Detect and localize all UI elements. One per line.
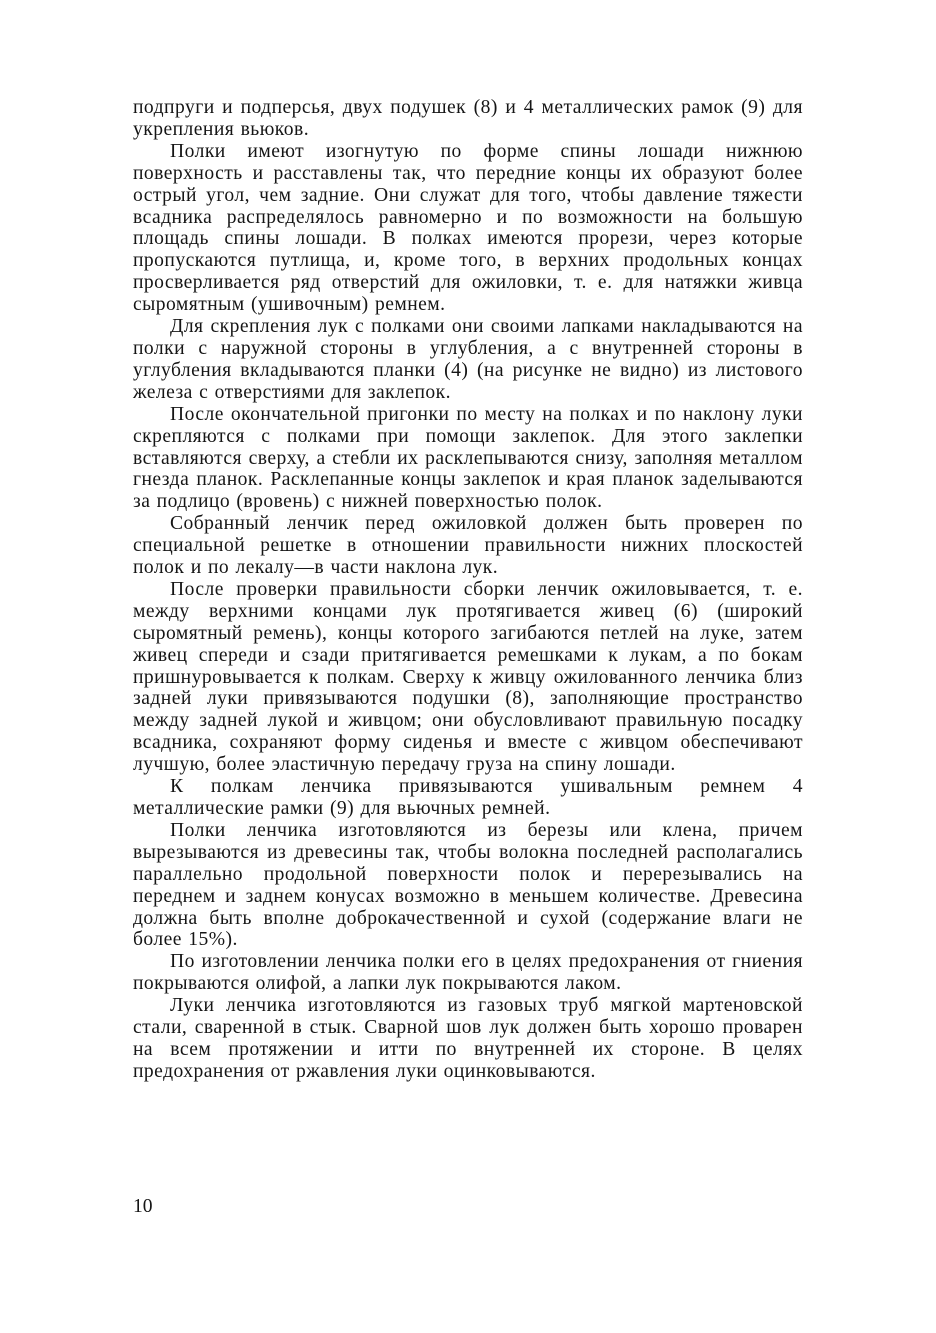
paragraph-6: После проверки правильности сборки ленчик ожиловывается, т. е. между верхними концами лук протягивается живец (6) (широкий сыромятный ремень), концы которого загибаются петлей на луке, затем живец спереди и сзади притягивается ремешками к лукам, а по бокам пришнуровывается к полкам. Сверху к живцу ожилованного ленчика близ задней луки привязываются подушки (8), заполняющие пространство между задней лукой и живцом; они обусловливают правильную посадку всадника, сохраняют форму сиденья и вместе с живцом обеспечивают лучшую, более эластичную передачу груза на спину лошади. [133,578,803,776]
body-text [133,97,803,1083]
paragraph-3: Для скрепления лук с полками они своими лапками накладываются на полки с наружной стороны в углубления, а с внутренней стороны в углубления вкладываются планки (4) (на рисунке не видно) из листового железа с отверстиями для заклепок. [133,316,803,403]
page-number: 10 [133,1196,153,1217]
paragraph-7: К полкам ленчика привязываются ушивальным ремнем 4 металлические рамки (9) для вьючных ремней. [133,776,803,819]
paragraph-10: Луки ленчика изготовляются из газовых труб мягкой мартеновской стали, сваренной в стык. Сварной шов лук должен быть хорошо проварен на всем протяжении и итти по внутренней их стороне. В целях предохранения от ржавления луки оцинковываются. [133,995,803,1082]
paragraph-9: По изготовлении ленчика полки его в целях предохранения от гниения покрываются олифой, а лапки лук покрываются лаком. [133,951,803,995]
paragraph-8: Полки ленчика изготовляются из березы или клена, причем вырезываются из древесины так, чтобы волокна последней располагались параллельно продольной поверхности полок и перерезывались на переднем и заднем конусах возможно в меньшем количестве. Древесина должна быть вполне доброкачественной и сухой (содержание влаги не более 15%). [133,819,803,951]
paragraph-5: Собранный ленчик перед ожиловкой должен быть проверен по специальной решетке в отношении правильности нижних плоскостей полок и по лекалу—в части наклона лук. [133,513,803,579]
paragraph-1: подпруги и подперсья, двух подушек (8) и 4 металлических рамок (9) для укрепления вьюков. [133,97,803,140]
paragraph-4: После окончательной пригонки по месту на полках и по наклону луки скрепляются с полками при помощи заклепок. Для этого заклепки вставляются сверху, а стебли их расклепываются снизу, заполняя металлом гнезда планок. Расклепанные концы заклепок и края планок заделываются за подлицо (вровень) с нижней поверхностью полок. [133,403,803,513]
paragraph-2: Полки имеют изогнутую по форме спины лошади нижнюю поверхность и расставлены так, что передние концы их образуют более острый угол, чем задние. Они служат для того, чтобы давление тяжести всадника распределялось равномерно и по возможности на большую площадь спины лошади. В полках имеются прорези, через которые пропускаются путлища, и, кроме того, в верхних продольных концах просверливается ряд отверстий для ожиловки, т. е. для натяжки живца сыромятным (ушивочным) ремнем. [133,140,803,316]
